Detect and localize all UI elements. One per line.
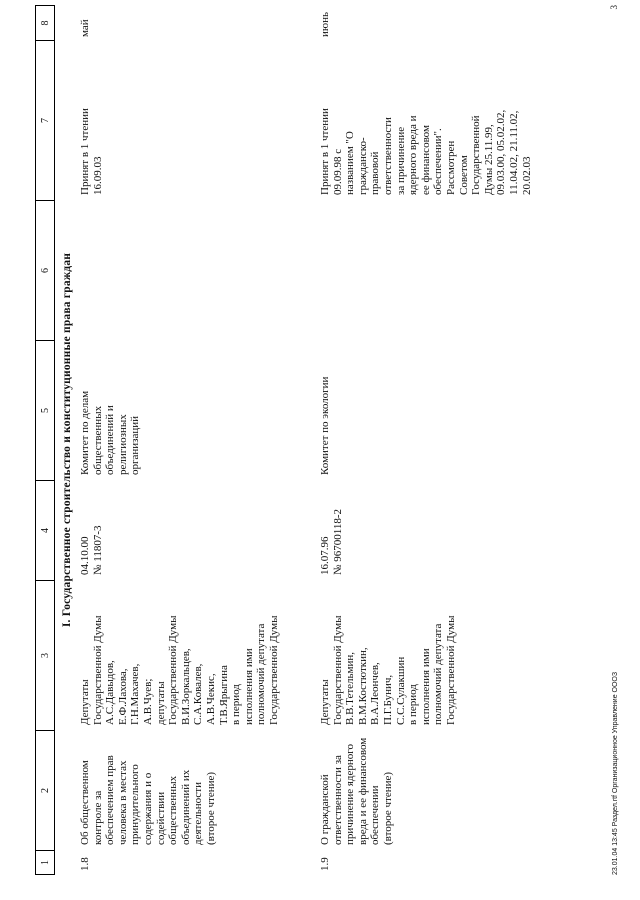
- bill-authors: Депутаты Государственной Думы А.С.Давыдов, Е.Ф.Лахова, Г.Н.Махачев, А.В.Чуев; депутаты Государственной Думы В.И.Зоркальцев, С.А.Ковалев, А.В.Чекис, Т.В.Ярыгина в период исполнения ими полномочий депутата Государственной Думы: [79, 615, 280, 725]
- bill-title: Об общественном контроле за обеспечением прав человека в местах принудительного содержания и о содействии общественных объединений их деятельности (второе чтение): [79, 755, 217, 845]
- registration: 04.10.00 № 11807-3: [79, 525, 104, 575]
- committee: Комитет по экологии: [319, 376, 331, 475]
- bill-authors: Депутаты Государственной Думы В.В.Тетельмин, В.М.Костюткин, В.А.Леончев, П.Г.Бунич, С.С.Сулакшин в период исполнения ими полномочий депутата Государственной Думы: [319, 615, 457, 725]
- column-header-4: 4: [35, 480, 55, 580]
- planned-month: июнь: [319, 11, 331, 37]
- column-header-7: 7: [35, 40, 55, 200]
- row-number: 1.8: [79, 857, 91, 871]
- committee: Комитет по делам общественных объединений и религиозных организаций: [79, 390, 142, 475]
- registration: 16.07.96 № 96700118-2: [319, 509, 344, 575]
- column-header-1: 1: [35, 850, 55, 875]
- column-header-6: 6: [35, 200, 55, 340]
- page-number: 3: [609, 5, 619, 10]
- bill-status: Принят в 1 чтении 16.09.03: [79, 108, 104, 195]
- column-header-8: 8: [35, 5, 55, 40]
- print-footer: 23.01.04 13:45 Раздел.rtf Организационное Управление ОООЗ: [612, 671, 619, 875]
- rotated-page: [35, 5, 619, 875]
- column-header-5: 5: [35, 340, 55, 480]
- row-number: 1.9: [319, 857, 331, 871]
- planned-month: май: [79, 19, 91, 37]
- column-header-3: 3: [35, 580, 55, 730]
- column-header-2: 2: [35, 730, 55, 850]
- section-title: I. Государственное строительство и конституционные права граждан: [61, 252, 73, 628]
- bill-status: Принят в 1 чтении 09.09.98 с названием "О гражданско- правовой ответственности за причинение ядерного вреда и ее финансовом обеспечении". Рассмотрен Советом Государственной Думы 25.11.99, 09.03.00, 05.02.02, 11.04.02, 21.11.02, 20.02.03: [319, 108, 533, 195]
- bill-title: О гражданской ответственности за причинение ядерного вреда и ее финансовом обеспечении (второе чтение): [319, 737, 394, 845]
